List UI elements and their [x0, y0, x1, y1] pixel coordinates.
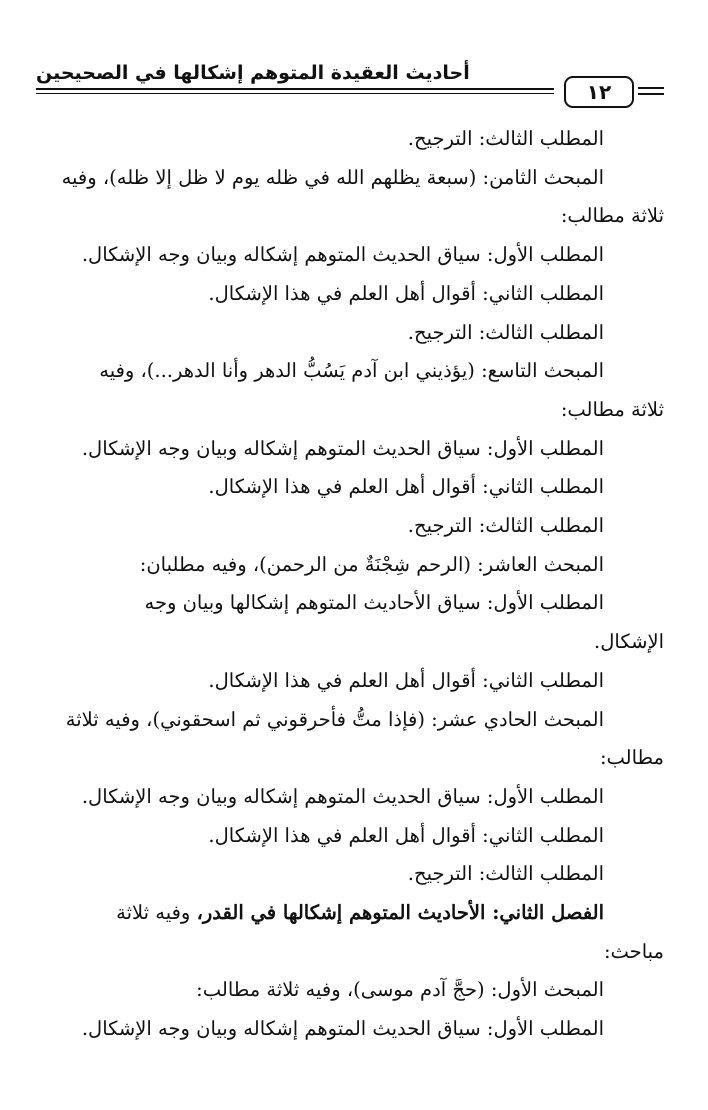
header-rule-thick: [36, 88, 554, 90]
toc-entry-continuation: مباحث:: [603, 939, 664, 963]
toc-entry: المطلب الثاني: أقوال أهل العلم في هذا الإشكال.: [208, 823, 604, 847]
toc-entry: المطلب الأول: سياق الحديث المتوهم إشكاله وبيان وجه الإشكال.: [81, 243, 604, 267]
toc-entry: المبحث التاسع: (يؤذيني ابن آدم يَسُبُّ الدهر وأنا الدهر...)، وفيه: [99, 359, 604, 383]
toc-entry: المبحث العاشر: (الرحم شِجْنَةٌ من الرحمن)، وفيه مطلبان:: [139, 552, 604, 576]
toc-entry: المطلب الثاني: أقوال أهل العلم في هذا الإشكال.: [208, 668, 604, 692]
toc-entry: المطلب الثالث: الترجيح.: [407, 320, 604, 344]
toc-entry: المطلب الثالث: الترجيح.: [407, 862, 604, 886]
chapter-heading: الفصل الثاني: الأحاديث المتوهم إشكالها في القدر،: [196, 901, 604, 925]
header-rule-thin: [36, 93, 554, 94]
toc-entry: المطلب الثاني: أقوال أهل العلم في هذا الإشكال.: [208, 475, 604, 499]
toc-entry: المبحث الحادي عشر: (فإذا متُّ فأحرقوني ثم اسحقوني)، وفيه ثلاثة: [65, 707, 604, 731]
chapter-heading-line: [40, 894, 604, 933]
toc-entry-continuation: ثلاثة مطالب:: [560, 397, 664, 421]
toc-entry: المطلب الأول: سياق الحديث المتوهم إشكاله وبيان وجه الإشكال.: [81, 784, 604, 808]
toc-body: [40, 120, 664, 1049]
toc-entry: المبحث الأول: (حجَّ آدم موسى)، وفيه ثلاثة مطالب:: [196, 978, 604, 1002]
toc-entry: المطلب الأول: سياق الحديث المتوهم إشكاله وبيان وجه الإشكال.: [81, 436, 604, 460]
toc-entry: المطلب الثاني: أقوال أهل العلم في هذا الإشكال.: [208, 281, 604, 305]
toc-entry-continuation: الإشكال.: [594, 630, 664, 654]
toc-entry-continuation: مطالب:: [599, 746, 664, 770]
toc-entry: المطلب الأول: سياق الحديث المتوهم إشكاله وبيان وجه الإشكال.: [81, 1017, 604, 1041]
running-title: أحاديث العقيدة المتوهم إشكالها في الصحيحين: [36, 62, 470, 84]
chapter-heading-tail: وفيه ثلاثة: [116, 901, 191, 925]
header-dash: [638, 93, 664, 95]
toc-entry: المطلب الأول: سياق الأحاديث المتوهم إشكالها وبيان وجه: [144, 591, 604, 615]
toc-entry: المبحث الثامن: (سبعة يظلهم الله في ظله يوم لا ظل إلا ظله)، وفيه: [61, 165, 604, 189]
header-dash: [638, 87, 664, 89]
toc-entry: المطلب الثالث: الترجيح.: [407, 127, 604, 150]
running-header: [36, 58, 676, 108]
toc-entry: المطلب الثالث: الترجيح.: [407, 514, 604, 538]
toc-entry-continuation: ثلاثة مطالب:: [560, 204, 664, 228]
page-number: ١٢: [564, 76, 634, 108]
